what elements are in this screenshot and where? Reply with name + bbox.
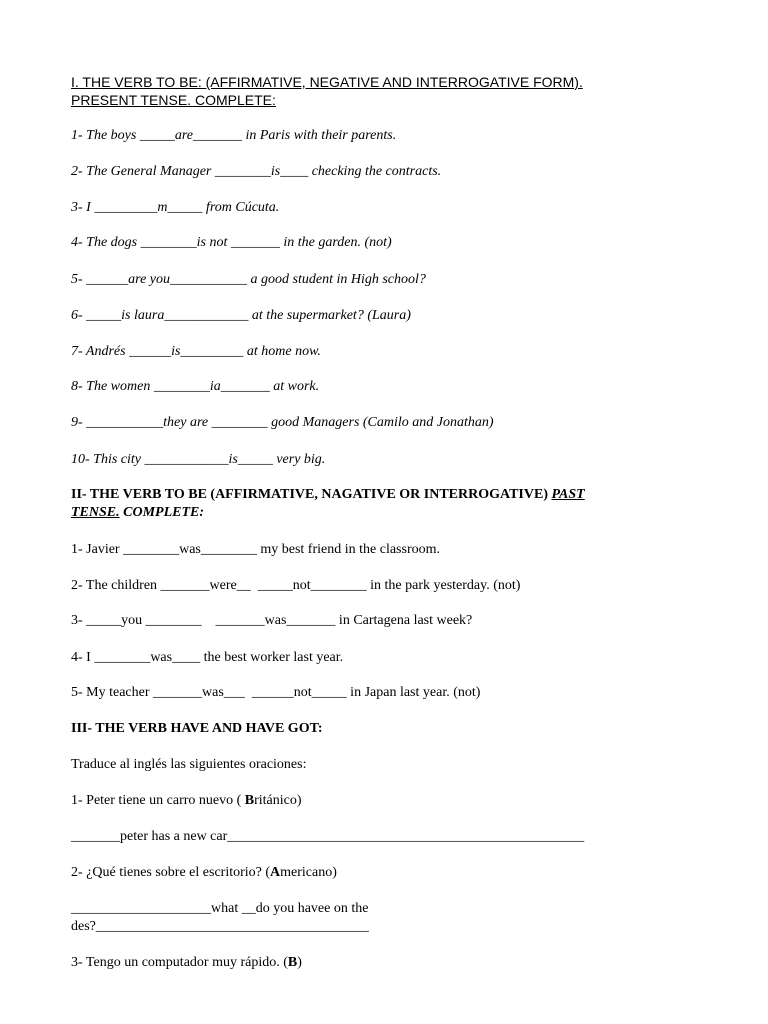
answer-2-line2: des?_______________________________________ xyxy=(71,919,369,934)
exercise-item: 1- The boys _____are_______ in Paris with their parents. xyxy=(71,128,397,143)
section1-heading-line1 xyxy=(71,74,583,91)
section2-heading-line2 xyxy=(71,504,204,521)
exercise-item: 5- ______are you___________ a good student in High school? xyxy=(71,272,426,287)
exercise-item: 6- _____is laura____________ at the supermarket? (Laura) xyxy=(71,308,411,323)
exercise-item: 7- Andrés ______is_________ at home now. xyxy=(71,344,321,359)
question-1 xyxy=(71,792,302,809)
question-text: ritánico) xyxy=(254,793,302,808)
question-2 xyxy=(71,864,337,881)
exercise-item: 10- This city ____________is_____ very big. xyxy=(71,452,326,467)
question-text: mericano) xyxy=(280,865,337,880)
question-3 xyxy=(71,954,302,971)
question-bold-letter: A xyxy=(270,865,281,880)
question-bold-letter: B xyxy=(287,955,298,970)
question-bold-letter: B xyxy=(244,793,255,808)
section1-title: THE VERB TO BE: (AFFIRMATIVE, NEGATIVE AND INTERROGATIVE FORM). xyxy=(78,74,583,90)
section2-past: PAST xyxy=(551,487,585,502)
section3-heading: III- THE VERB HAVE AND HAVE GOT: xyxy=(71,721,323,736)
exercise-item: 4- I ________was____ the best worker last year. xyxy=(71,650,344,665)
section1-heading-line2: PRESENT TENSE. COMPLETE: xyxy=(71,92,276,108)
exercise-item: 5- My teacher _______was___ ______not_____ in Japan last year. (not) xyxy=(71,685,481,700)
exercise-item: 2- The children _______were__ _____not________ in the park yesterday. (not) xyxy=(71,578,521,593)
question-text: 1- Peter tiene un carro nuevo ( xyxy=(71,793,245,808)
section3-instruction: Traduce al inglés las siguientes oraciones: xyxy=(71,757,307,772)
section2-heading-line1 xyxy=(71,486,585,503)
answer-2-line1: ____________________what __do you havee on the xyxy=(71,901,369,916)
exercise-item: 3- I _________m_____ from Cúcuta. xyxy=(71,200,280,215)
section2-tense: TENSE. xyxy=(71,505,120,520)
section2-complete: COMPLETE: xyxy=(119,505,205,520)
exercise-item: 9- ___________they are ________ good Managers (Camilo and Jonathan) xyxy=(71,415,494,430)
exercise-item: 8- The women ________ia_______ at work. xyxy=(71,379,320,394)
exercise-item: 3- _____you ________ _______was_______ in Cartagena last week? xyxy=(71,613,473,628)
answer-1: _______peter has a new car___________________________________________________ xyxy=(71,829,585,844)
question-text: 3- Tengo un computador muy rápido. ( xyxy=(71,955,288,970)
exercise-item: 4- The dogs ________is not _______ in the garden. (not) xyxy=(71,235,392,250)
question-text: ) xyxy=(297,955,302,970)
section1-prefix: I. xyxy=(71,74,79,90)
exercise-item: 1- Javier ________was________ my best friend in the classroom. xyxy=(71,542,440,557)
section2-title: II- THE VERB TO BE (AFFIRMATIVE, NAGATIVE OR INTERROGATIVE) xyxy=(71,487,552,502)
exercise-item: 2- The General Manager ________is____ checking the contracts. xyxy=(71,164,442,179)
question-text: 2- ¿Qué tienes sobre el escritorio? ( xyxy=(71,865,271,880)
